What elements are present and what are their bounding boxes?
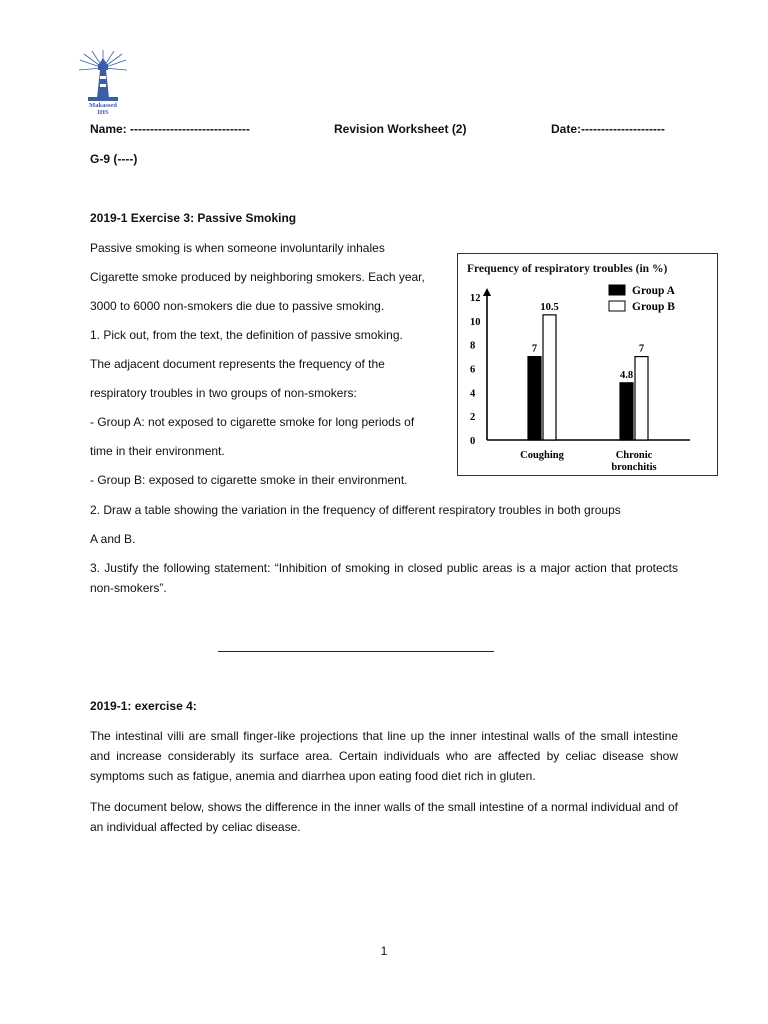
question-3: 3. Justify the following statement: “Inhibition of smoking in closed public areas is a major action that protects non-smokers”. [90, 561, 678, 595]
lighthouse-logo-icon [78, 50, 128, 102]
text-line: - Group A: not exposed to cigarette smoke for long periods of [90, 415, 415, 429]
y-tick-label: 10 [470, 316, 481, 328]
chart-svg [458, 254, 717, 475]
exercise3-heading: 2019-1 Exercise 3: Passive Smoking [90, 211, 297, 225]
worksheet-title: Revision Worksheet (2) [334, 122, 467, 136]
grade-field: G-9 (----) [90, 152, 138, 166]
y-tick-label: 2 [470, 412, 476, 424]
y-tick-label: 12 [470, 293, 481, 304]
date-field: Date:--------------------- [551, 122, 665, 136]
legend-label-group-b: Group B [632, 301, 675, 313]
bar [620, 383, 633, 440]
bar [528, 357, 541, 440]
category-label: Chronic [615, 450, 653, 461]
text-line: 3000 to 6000 non-smokers die due to passive smoking. [90, 299, 385, 313]
legend-label-group-a: Group A [632, 285, 675, 297]
text-line: 1. Pick out, from the text, the definition of passive smoking. [90, 328, 403, 342]
bar [635, 357, 648, 440]
text-line: time in their environment. [90, 444, 225, 458]
text-line: 2. Draw a table showing the variation in the frequency of different respiratory troubles in both groups [90, 503, 621, 517]
name-field: Name: ------------------------------ [90, 122, 250, 136]
bar [543, 315, 556, 440]
school-logo [78, 50, 128, 116]
y-tick-label: 0 [470, 436, 476, 447]
chart-ticks [470, 293, 481, 447]
y-axis-arrow-icon [483, 288, 491, 296]
chart-title: Frequency of respiratory troubles (in %) [467, 263, 668, 275]
bar-value-label: 4.8 [619, 369, 634, 381]
y-tick-label: 6 [470, 364, 476, 376]
text-line: The adjacent document represents the frequency of the [90, 357, 385, 371]
text-line: Passive smoking is when someone involuntarily inhales [90, 241, 385, 255]
separator-line [218, 651, 494, 652]
logo-text-bottom: IHS [97, 109, 109, 116]
category-label: Coughing [520, 450, 564, 461]
bar-value-label: 10.5 [540, 301, 559, 313]
logo-text-top: Makassed [89, 102, 117, 109]
y-tick-label: 4 [470, 388, 476, 400]
text-line: respiratory troubles in two groups of non-smokers: [90, 386, 357, 400]
text-line: A and B. [90, 532, 136, 546]
chart-legend [609, 285, 676, 313]
legend-swatch-group-b [609, 301, 625, 311]
bar-value-label: 7 [638, 343, 645, 355]
text-line: Cigarette smoke produced by neighboring smokers. Each year, [90, 270, 425, 284]
chart-categories [520, 450, 657, 473]
page-number: 1 [380, 944, 388, 958]
category-label: bronchitis [611, 462, 657, 473]
exercise4-heading: 2019-1: exercise 4: [90, 699, 197, 713]
bar-value-label: 7 [531, 343, 538, 355]
legend-swatch-group-a [609, 285, 625, 295]
text-line: - Group B: exposed to cigarette smoke in their environment. [90, 473, 408, 487]
y-tick-label: 8 [470, 340, 476, 352]
exercise4-paragraph-1: The intestinal villi are small finger-like projections that line up the inner intestinal walls of the small intestine and increase considerably its surface area. Certain individuals who are affected by celiac disease show symptoms such as fatigue, anemia and diarrhea upon eating food diet rich in gluten. [90, 729, 678, 783]
exercise4-paragraph-2: The document below, shows the difference in the inner walls of the small intestine of a normal individual and of an individual affected by celiac disease. [90, 800, 678, 834]
respiratory-chart [457, 253, 718, 476]
